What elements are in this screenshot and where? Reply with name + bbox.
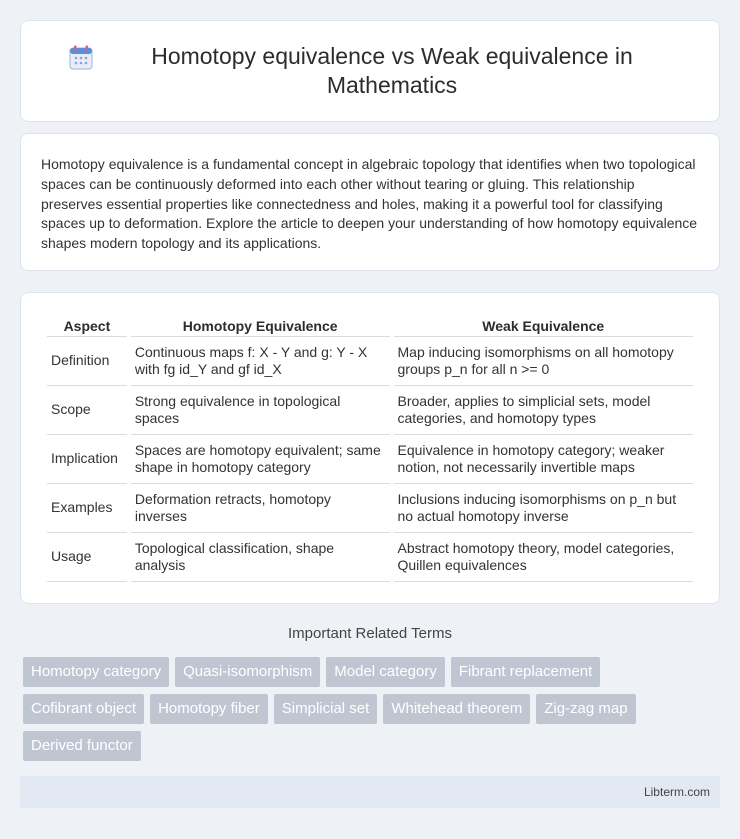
tag-homotopy-category[interactable]: Homotopy category (23, 657, 169, 687)
table-row (47, 484, 693, 533)
weak-cell: Abstract homotopy theory, model categories, Quillen equivalences (394, 533, 694, 582)
row-aspect: Definition (47, 337, 127, 386)
tag-derived-functor[interactable]: Derived functor (23, 731, 141, 761)
weak-cell: Broader, applies to simplicial sets, model categories, and homotopy types (394, 386, 694, 435)
intro-card (20, 133, 720, 271)
column-header-aspect: Aspect (47, 313, 127, 337)
weak-cell: Inclusions inducing isomorphisms on p_n but no actual homotopy inverse (394, 484, 694, 533)
row-aspect: Examples (47, 484, 127, 533)
table-row (47, 386, 693, 435)
tag-zig-zag-map[interactable]: Zig-zag map (536, 694, 635, 724)
tag-cofibrant-object[interactable]: Cofibrant object (23, 694, 144, 724)
table-row (47, 435, 693, 484)
tag-model-category[interactable]: Model category (326, 657, 445, 687)
homotopy-cell: Deformation retracts, homotopy inverses (131, 484, 390, 533)
column-header-weak: Weak Equivalence (394, 313, 694, 337)
tag-homotopy-fiber[interactable]: Homotopy fiber (150, 694, 268, 724)
table-header-row (47, 313, 693, 337)
footer (20, 776, 720, 808)
table-row (47, 337, 693, 386)
comparison-table (43, 313, 697, 582)
tag-whitehead-theorem[interactable]: Whitehead theorem (383, 694, 530, 724)
tag-fibrant-replacement[interactable]: Fibrant replacement (451, 657, 600, 687)
row-aspect: Implication (47, 435, 127, 484)
table-row (47, 533, 693, 582)
homotopy-cell: Topological classification, shape analysis (131, 533, 390, 582)
homotopy-cell: Continuous maps f: X - Y and g: Y - X with fg id_Y and gf id_X (131, 337, 390, 386)
tag-quasi-isomorphism[interactable]: Quasi-isomorphism (175, 657, 320, 687)
weak-cell: Equivalence in homotopy category; weaker notion, not necessarily invertible maps (394, 435, 694, 484)
title-card (20, 20, 720, 122)
related-terms-list (23, 657, 713, 768)
intro-text: Homotopy equivalence is a fundamental concept in algebraic topology that identifies when two topological spaces can be continuously deformed into each other without tearing or gluing. This relationship preserves essential properties like connectedness and holes, making it a powerful tool for classifying spaces up to deformation. Explore the article to deepen your understanding of how homotopy equivalence shapes modern topology and its applications. (41, 156, 698, 252)
homotopy-cell: Spaces are homotopy equivalent; same shape in homotopy category (131, 435, 390, 484)
column-header-homotopy: Homotopy Equivalence (131, 313, 390, 337)
page-title: Homotopy equivalence vs Weak equivalence in Mathematics (151, 43, 633, 98)
homotopy-cell: Strong equivalence in topological spaces (131, 386, 390, 435)
related-terms-heading: Important Related Terms (288, 625, 452, 642)
weak-cell: Map inducing isomorphisms on all homotopy groups p_n for all n >= 0 (394, 337, 694, 386)
footer-site-link[interactable]: Libterm.com (643, 785, 710, 799)
calendar-icon (68, 45, 94, 71)
comparison-card (20, 292, 720, 604)
row-aspect: Scope (47, 386, 127, 435)
row-aspect: Usage (47, 533, 127, 582)
tag-simplicial-set[interactable]: Simplicial set (274, 694, 378, 724)
